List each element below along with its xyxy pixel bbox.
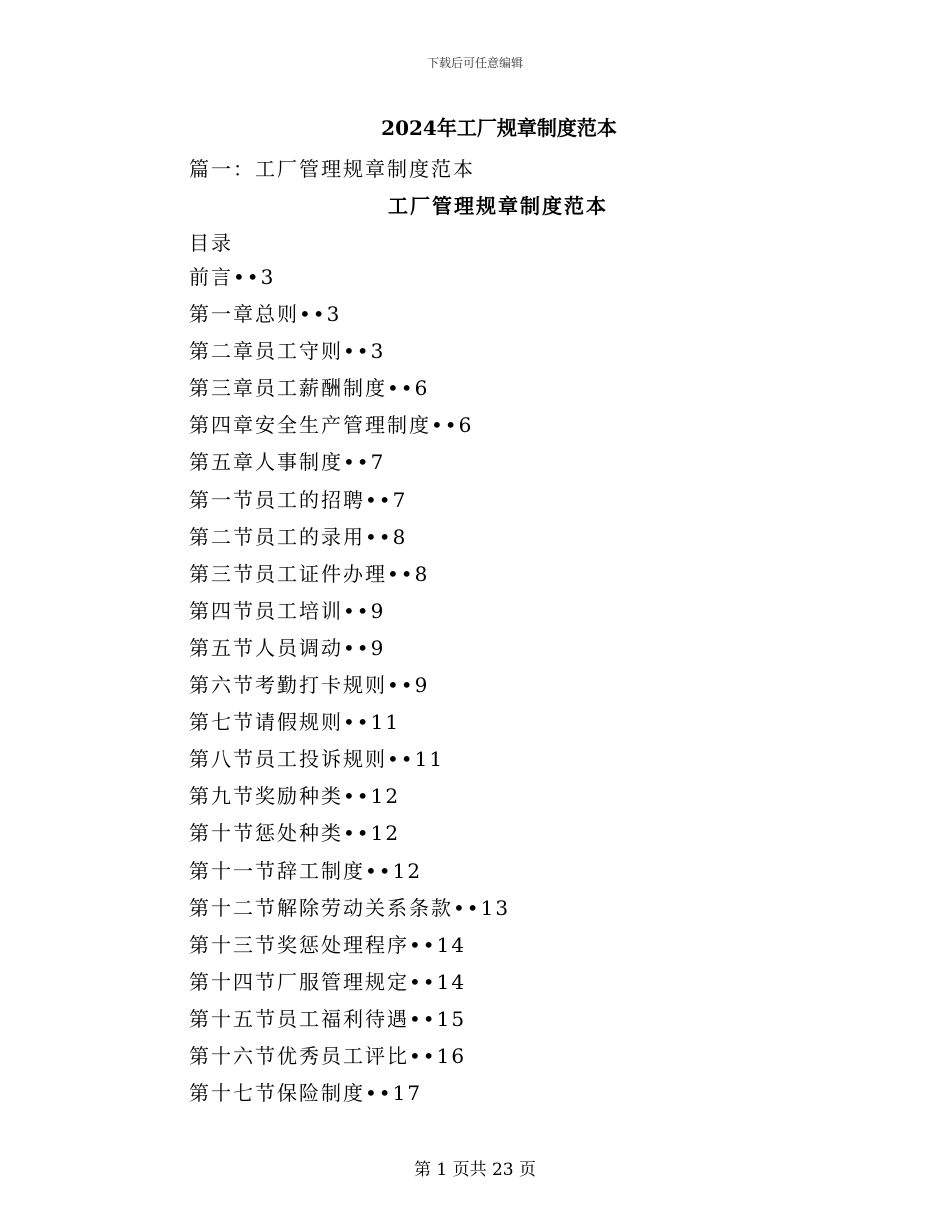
page-footer: 第 1 页共 23 页 — [413, 1160, 537, 1180]
toc-item: 第一章总则••3 — [189, 302, 342, 327]
document-title: 2024年工厂规章制度范本 — [381, 116, 617, 140]
toc-item: 第四节员工培训••9 — [189, 598, 386, 623]
toc-item: 第九节奖励种类••12 — [189, 784, 401, 809]
part-heading: 篇一：工厂管理规章制度范本 — [189, 157, 475, 181]
toc-item: 第十节惩处种类••12 — [189, 821, 401, 846]
toc-item: 第七节请假规则••11 — [189, 710, 401, 735]
toc-item: 第十三节奖惩处理程序••14 — [189, 932, 467, 957]
toc-item: 第三章员工薪酬制度••6 — [189, 376, 430, 401]
toc-label: 目录 — [189, 231, 233, 255]
table-of-contents — [189, 264, 510, 1117]
toc-item: 第二章员工守则••3 — [189, 339, 386, 364]
toc-item: 第十四节厂服管理规定••14 — [189, 969, 467, 994]
toc-item: 第一节员工的招聘••7 — [189, 487, 408, 512]
toc-item: 第十一节辞工制度••12 — [189, 858, 423, 883]
toc-item: 第五节人员调动••9 — [189, 635, 386, 660]
header-note: 下载后可任意编辑 — [426, 56, 523, 70]
section-title: 工厂管理规章制度范本 — [388, 194, 608, 218]
toc-item: 第四章安全生产管理制度••6 — [189, 413, 474, 438]
toc-item: 第五章人事制度••7 — [189, 450, 386, 475]
toc-item: 第三节员工证件办理••8 — [189, 561, 430, 586]
toc-item: 第六节考勤打卡规则••9 — [189, 673, 430, 698]
toc-item: 第十五节员工福利待遇••15 — [189, 1006, 467, 1031]
toc-item: 第二节员工的录用••8 — [189, 524, 408, 549]
toc-item: 第十六节优秀员工评比••16 — [189, 1043, 467, 1068]
toc-item: 第八节员工投诉规则••11 — [189, 747, 445, 772]
toc-item: 前言••3 — [189, 265, 276, 289]
toc-item: 第十七节保险制度••17 — [189, 1081, 423, 1106]
toc-item: 第十二节解除劳动关系条款••13 — [189, 895, 511, 920]
